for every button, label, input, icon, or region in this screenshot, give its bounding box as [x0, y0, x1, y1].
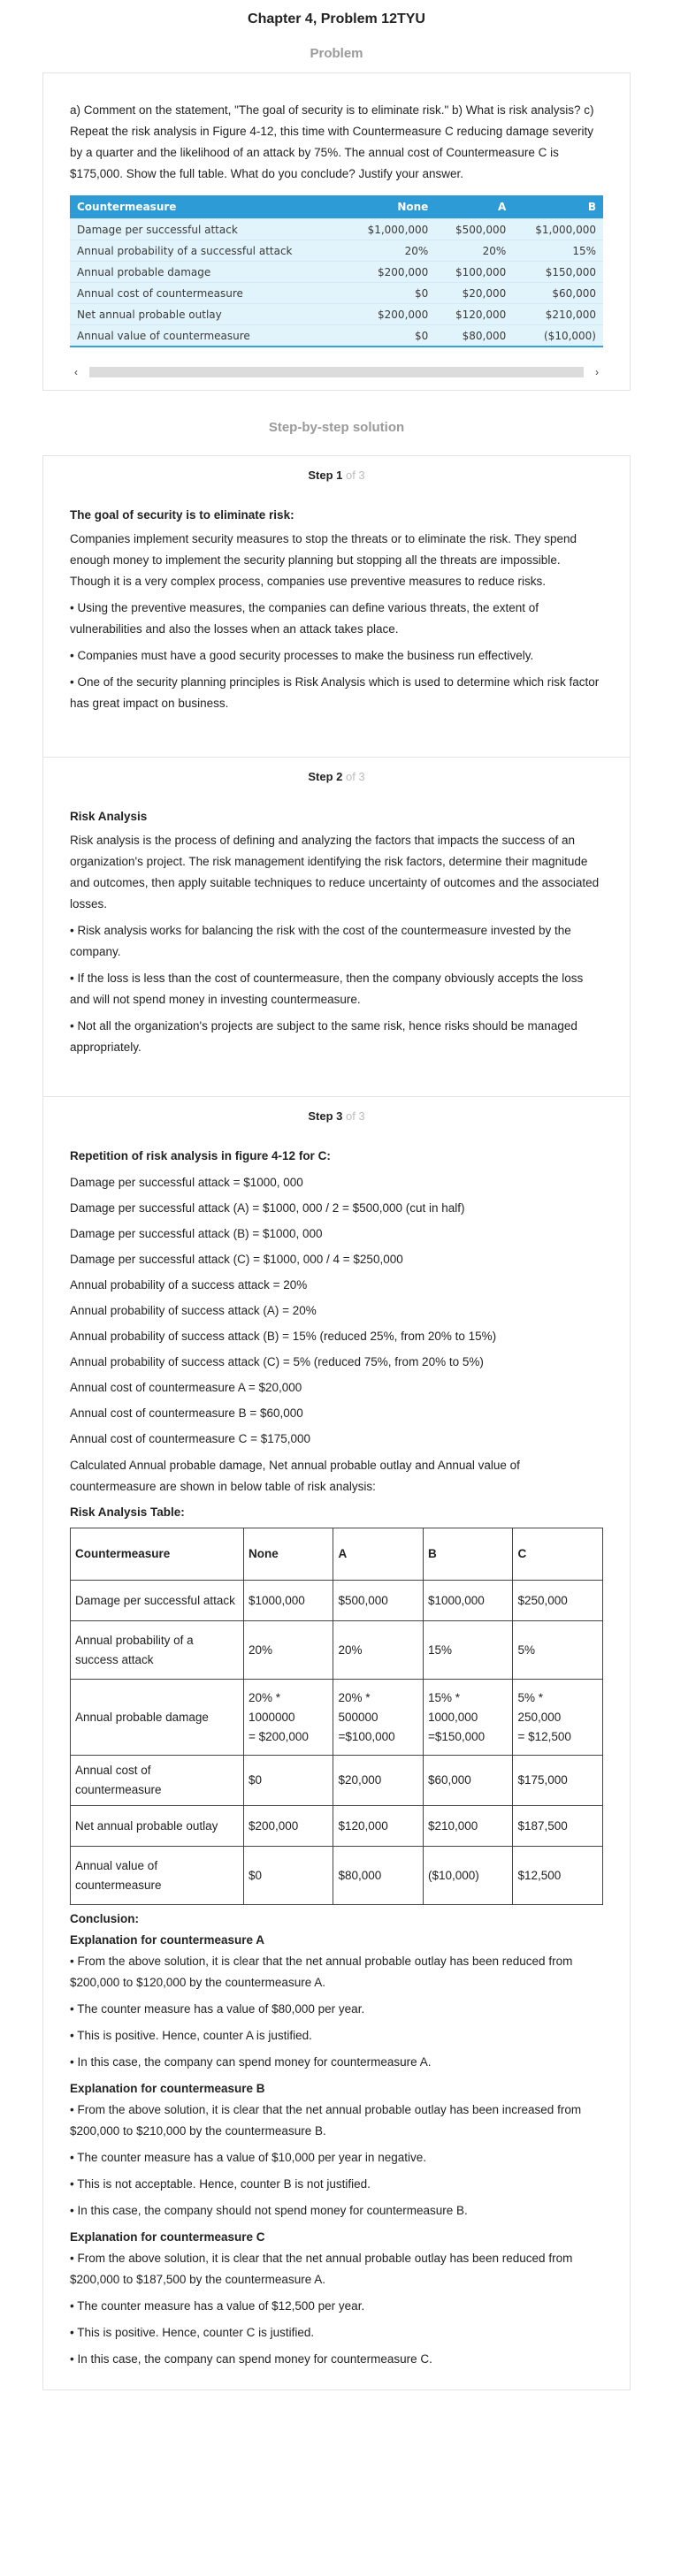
table-cell: $100,000: [435, 262, 513, 283]
table-cell: $20,000: [333, 1756, 423, 1806]
explanation-title: Explanation for countermeasure B: [70, 2082, 265, 2095]
table-cell: $1,000,000: [346, 219, 436, 240]
table-cell: $175,000: [513, 1756, 603, 1806]
table-row: [70, 283, 603, 304]
step-1-paragraph: Companies implement security measures to stop the threats or to eliminate the risk. They spend enough money to implement the security planning but stopping all the threats are impossible. Though it is a very complex process, companies use preventive measures to reduce risks.: [70, 532, 577, 588]
calc-text: Calculated Annual probable damage, Net annual probable outlay and Annual value of countermeasure are shown in below table of risk analysis:: [70, 1459, 520, 1493]
table-cell: Net annual probable outlay: [70, 304, 346, 325]
explanation-bullet: • In this case, the company should not spend money for countermeasure B.: [70, 2204, 468, 2217]
calculation-line: Annual cost of countermeasure C = $175,000: [70, 1432, 311, 1445]
step-total: of 3: [342, 770, 365, 783]
table-cell: Annual value of countermeasure: [70, 325, 346, 347]
calculation-line: Annual probability of success attack (A) = 20%: [70, 1304, 317, 1317]
calculation-line: Annual probability of success attack (B) = 15% (reduced 25%, from 20% to 15%): [70, 1330, 497, 1343]
horizontal-scrollbar[interactable]: [70, 365, 603, 379]
step-number: Step 2: [308, 770, 343, 783]
step-2-bullet: • If the loss is less than the cost of countermeasure, then the company obviously accepts the loss and will not spend money in investing countermeasure.: [70, 972, 584, 1006]
explanation-title: Explanation for countermeasure C: [70, 2230, 265, 2244]
table-cell: $60,000: [513, 283, 603, 304]
step-2-bullet: • Risk analysis works for balancing the risk with the cost of the countermeasure invested by the company.: [70, 924, 571, 958]
risk-table-header: C: [513, 1528, 603, 1581]
calculation-line: Damage per successful attack (A) = $1000, 000 / 2 = $500,000 (cut in half): [70, 1201, 465, 1215]
calculation-line: Damage per successful attack = $1000, 000: [70, 1176, 303, 1189]
table-cell: $0: [346, 325, 436, 347]
explanation-title: Explanation for countermeasure A: [70, 1933, 265, 1947]
table-cell: Annual probable damage: [70, 262, 346, 283]
step-3-label: [70, 1109, 603, 1123]
table-cell: 20%: [244, 1621, 333, 1680]
calculation-line: Annual probability of success attack (C) = 5% (reduced 75%, from 20% to 5%): [70, 1355, 484, 1368]
conclusion-label: Conclusion:: [70, 1912, 139, 1925]
explanation-bullet: • This is not acceptable. Hence, counter B is not justified.: [70, 2177, 371, 2191]
table-row: [71, 1847, 603, 1905]
scroll-right-icon[interactable]: ›: [595, 366, 599, 378]
solution-card: [42, 455, 631, 2390]
step-total: of 3: [342, 1109, 365, 1123]
table-cell: $200,000: [244, 1806, 333, 1847]
table-row: [70, 304, 603, 325]
risk-table-title: Risk Analysis Table:: [70, 1505, 185, 1519]
step-1-bullet: • Companies must have a good security processes to make the business run effectively.: [70, 649, 534, 662]
explanation-bullet: • The counter measure has a value of $80,000 per year.: [70, 2002, 365, 2016]
step-1-bullet: • Using the preventive measures, the companies can define various threats, the extent of vulnerabilities and also the losses when an attack takes place.: [70, 601, 539, 636]
table-row: [71, 1680, 603, 1756]
table-cell: $200,000: [346, 304, 436, 325]
problem-table-header: Countermeasure: [70, 195, 346, 219]
problem-table-header: B: [513, 195, 603, 219]
table-cell: 5% * 250,000 = $12,500: [513, 1680, 603, 1756]
explanation-bullet: • In this case, the company can spend money for countermeasure C.: [70, 2352, 432, 2366]
step-1: [43, 456, 630, 757]
step-3-lines: [70, 1170, 603, 1452]
table-cell: Damage per successful attack: [71, 1581, 244, 1621]
table-cell: $1000,000: [423, 1581, 512, 1621]
table-row: [71, 1581, 603, 1621]
solution-heading: Step-by-step solution: [268, 420, 405, 435]
calculation-line: Damage per successful attack (B) = $1000, 000: [70, 1227, 323, 1240]
step-2: [43, 757, 630, 1096]
step-1-label: [70, 469, 603, 482]
table-cell: ($10,000): [513, 325, 603, 347]
table-cell: $120,000: [333, 1806, 423, 1847]
table-cell: 20%: [346, 240, 436, 262]
table-cell: 20% * 500000 =$100,000: [333, 1680, 423, 1756]
table-row: [70, 325, 603, 347]
table-cell: 20% * 1000000 = $200,000: [244, 1680, 333, 1756]
table-cell: $0: [244, 1847, 333, 1905]
table-row: [71, 1806, 603, 1847]
table-cell: Damage per successful attack: [70, 219, 346, 240]
table-cell: 15%: [513, 240, 603, 262]
table-cell: $500,000: [333, 1581, 423, 1621]
table-cell: 20%: [435, 240, 513, 262]
scroll-thumb[interactable]: [89, 367, 584, 377]
table-cell: $1,000,000: [513, 219, 603, 240]
step-3-heading: Repetition of risk analysis in figure 4-12 for C:: [70, 1149, 331, 1162]
explanation-bullet: • This is positive. Hence, counter C is justified.: [70, 2326, 315, 2339]
calculation-line: Damage per successful attack (C) = $1000, 000 / 4 = $250,000: [70, 1253, 403, 1266]
table-cell: ($10,000): [423, 1847, 512, 1905]
table-cell: Annual probable damage: [71, 1680, 244, 1756]
table-cell: Annual probability of a success attack: [71, 1621, 244, 1680]
table-cell: 15% * 1000,000 =$150,000: [423, 1680, 512, 1756]
table-cell: $500,000: [435, 219, 513, 240]
explanation-bullet: • The counter measure has a value of $12,500 per year.: [70, 2299, 365, 2313]
table-cell: Annual probability of a successful attack: [70, 240, 346, 262]
page-title: Chapter 4, Problem 12TYU: [248, 11, 425, 27]
table-cell: $1000,000: [244, 1581, 333, 1621]
step-number: Step 1: [308, 469, 343, 482]
table-cell: Annual cost of countermeasure: [70, 283, 346, 304]
step-3: [43, 1096, 630, 2389]
step-number: Step 3: [308, 1109, 343, 1123]
table-cell: 15%: [423, 1621, 512, 1680]
problem-table-wrapper: [70, 195, 603, 347]
risk-table-header: B: [423, 1528, 512, 1581]
explanations: [70, 1930, 603, 2370]
table-cell: $210,000: [423, 1806, 512, 1847]
table-cell: $12,500: [513, 1847, 603, 1905]
table-cell: $0: [244, 1756, 333, 1806]
step-2-bullet: • Not all the organization's projects are subject to the same risk, hence risks should be managed appropriately.: [70, 1019, 577, 1054]
scroll-left-icon[interactable]: ‹: [74, 366, 78, 378]
risk-table-header: Countermeasure: [71, 1528, 244, 1581]
table-cell: $187,500: [513, 1806, 603, 1847]
table-cell: $200,000: [346, 262, 436, 283]
table-cell: Annual cost of countermeasure: [71, 1756, 244, 1806]
risk-table-header: A: [333, 1528, 423, 1581]
table-cell: 5%: [513, 1621, 603, 1680]
calculation-line: Annual cost of countermeasure B = $60,000: [70, 1406, 303, 1420]
problem-table-header: A: [435, 195, 513, 219]
problem-table: [70, 195, 603, 346]
risk-table-header: None: [244, 1528, 333, 1581]
explanation-bullet: • From the above solution, it is clear that the net annual probable outlay has been reduced from $200,000 to $187,500 by the countermeasure A.: [70, 2252, 573, 2286]
table-cell: 20%: [333, 1621, 423, 1680]
table-row: [70, 240, 603, 262]
table-cell: $120,000: [435, 304, 513, 325]
table-row: [70, 262, 603, 283]
explanation-bullet: • In this case, the company can spend money for countermeasure A.: [70, 2055, 432, 2069]
table-row: [71, 1621, 603, 1680]
step-total: of 3: [342, 469, 365, 482]
table-cell: $250,000: [513, 1581, 603, 1621]
problem-heading: Problem: [310, 46, 363, 61]
table-cell: $150,000: [513, 262, 603, 283]
step-1-heading: The goal of security is to eliminate risk:: [70, 508, 294, 522]
step-2-label: [70, 770, 603, 783]
calculation-line: Annual cost of countermeasure A = $20,000: [70, 1381, 302, 1394]
explanation-bullet: • The counter measure has a value of $10,000 per year in negative.: [70, 2151, 426, 2164]
table-row: [70, 219, 603, 240]
explanation-bullet: • This is positive. Hence, counter A is justified.: [70, 2029, 312, 2042]
explanation-bullet: • From the above solution, it is clear that the net annual probable outlay has been increased from $200,000 to $210,000 by the countermeasure B.: [70, 2103, 582, 2138]
calculation-line: Annual probability of a success attack = 20%: [70, 1278, 308, 1292]
problem-card: [42, 72, 631, 391]
step-2-paragraph: Risk analysis is the process of defining and analyzing the factors that impacts the success of an organization's project. The risk management identifying the risk factors, determine their magnitude and outcomes, then apply suitable techniques to reduce uncertainty of outcomes and the associated losses.: [70, 834, 600, 911]
table-cell: Net annual probable outlay: [71, 1806, 244, 1847]
step-2-heading: Risk Analysis: [70, 810, 148, 823]
problem-text: a) Comment on the statement, "The goal of security is to eliminate risk." b) What is risk analysis? c) Repeat the risk analysis in Figure 4-12, this time with Countermeasure C reducing damage severity by a quarter and the likelihood of an attack by 75%. The annual cost of Countermeasure C is $175,000. Show the full table. What do you conclude? Justify your answer.: [70, 103, 594, 180]
table-cell: $80,000: [435, 325, 513, 347]
table-cell: $20,000: [435, 283, 513, 304]
problem-table-header: None: [346, 195, 436, 219]
table-row: [71, 1756, 603, 1806]
table-cell: $210,000: [513, 304, 603, 325]
table-cell: $60,000: [423, 1756, 512, 1806]
table-cell: $80,000: [333, 1847, 423, 1905]
explanation-bullet: • From the above solution, it is clear that the net annual probable outlay has been reduced from $200,000 to $120,000 by the countermeasure A.: [70, 1955, 573, 1989]
table-cell: Annual value of countermeasure: [71, 1847, 244, 1905]
step-1-bullet: • One of the security planning principles is Risk Analysis which is used to determine which risk factor has great impact on business.: [70, 675, 600, 710]
table-cell: $0: [346, 283, 436, 304]
risk-analysis-table: [70, 1528, 603, 1905]
